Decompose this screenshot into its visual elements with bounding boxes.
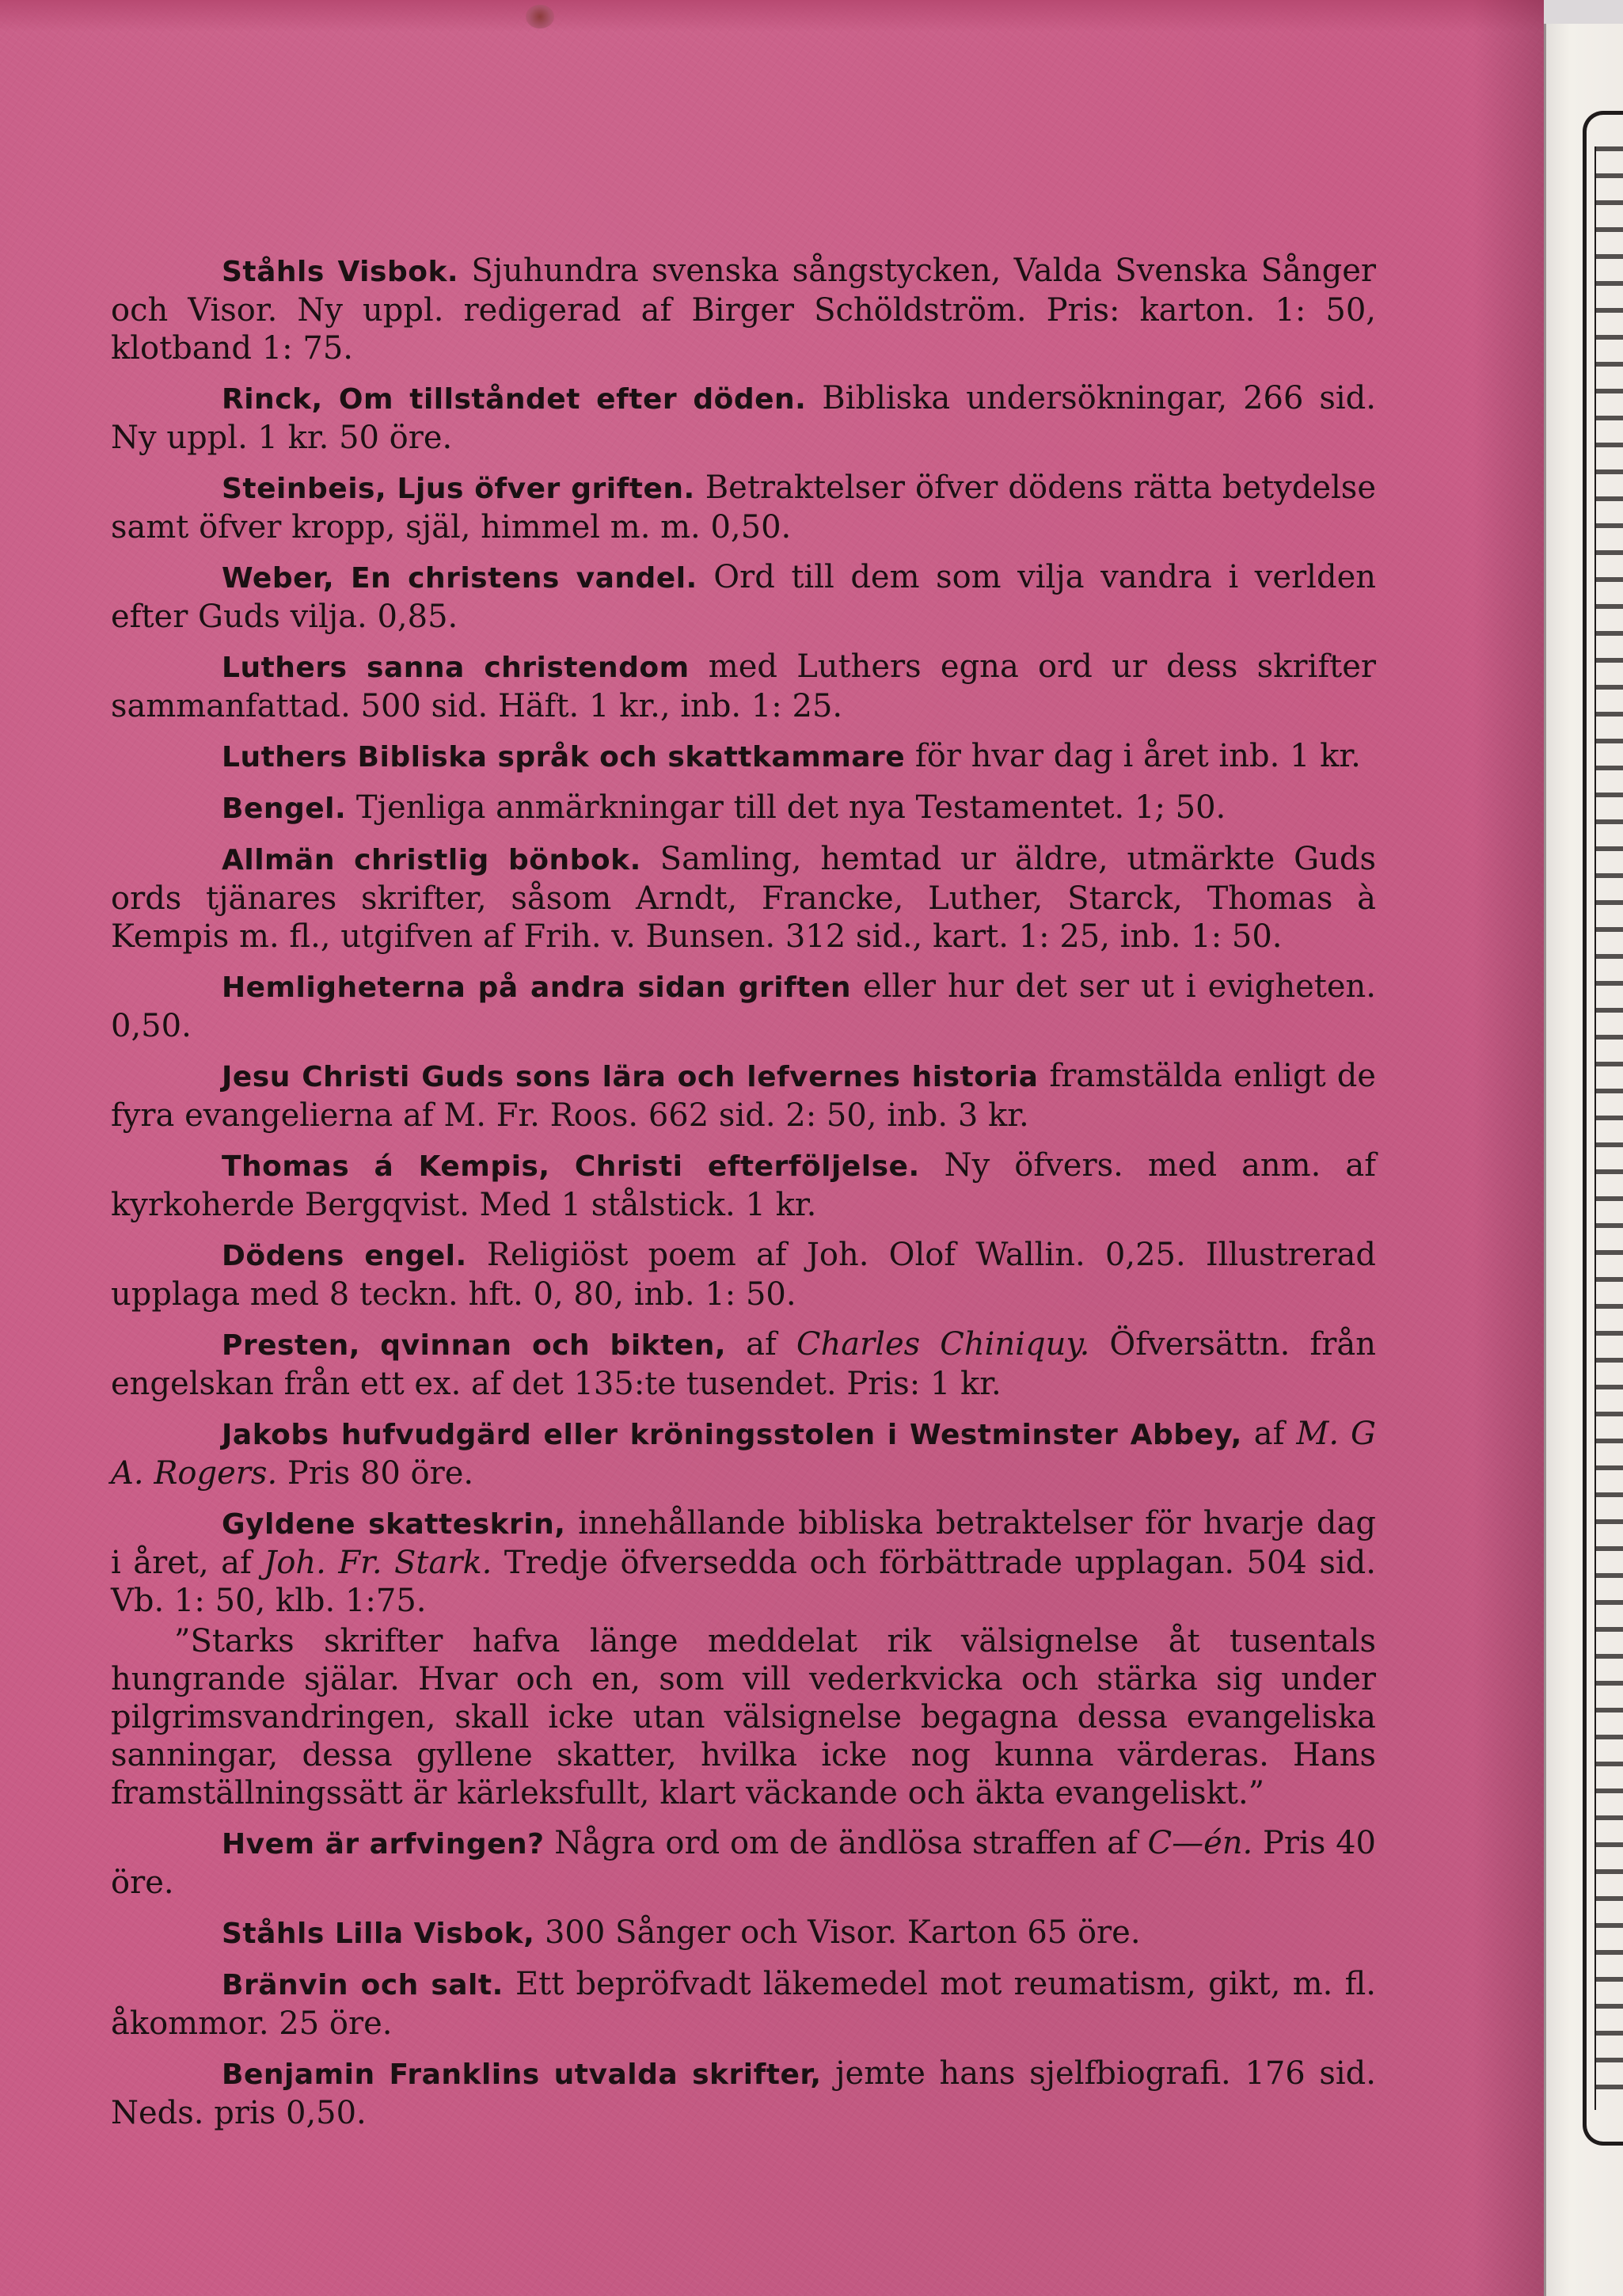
book-entry — [111, 967, 1376, 1045]
entry-description: Bibliska undersökningar, 266 sid. Ny uppl. 1 kr. 50 öre. — [111, 380, 1376, 456]
entry-description: Ett bepröfvadt läkemedel mot reumatism, gikt, m. fl. åkommor. 25 öre. — [111, 1966, 1376, 2042]
adjacent-page-edge — [1544, 24, 1623, 2296]
book-entry — [111, 469, 1376, 546]
quote-paragraph — [111, 1622, 1376, 1812]
entry-description: jemte hans sjelfbiografi. 176 sid. Neds. pris 0,50. — [111, 2055, 1377, 2131]
entry-description: Öfversättn. från engelskan från ett ex. af det 135:te tusendet. Pris: 1 kr. — [111, 1326, 1376, 1402]
book-entry — [111, 1415, 1376, 1492]
entry-description: af — [1241, 1416, 1297, 1452]
book-entry — [111, 648, 1376, 725]
book-entry — [111, 1236, 1376, 1313]
pin-mark — [526, 5, 554, 29]
book-entry — [111, 1057, 1376, 1135]
entry-description: med Luthers egna ord ur dess skrifter sammanfattad. 500 sid. Häft. 1 kr., inb. 1: 25. — [111, 648, 1376, 724]
book-entry — [111, 1965, 1376, 2043]
book-title: Hemligheterna på andra sidan griften — [222, 971, 851, 1004]
book-entry — [111, 1146, 1376, 1224]
book-entry — [111, 1824, 1376, 1902]
entry-description: Religiöst poem af Joh. Olof Wallin. 0,25. Illustrerad upplaga med 8 teckn. hft. 0, 80, inb. 1: 50. — [111, 1237, 1377, 1313]
author-name: C—én. — [1147, 1825, 1253, 1861]
book-title: Ståhls Lilla Visbok, — [222, 1918, 535, 1950]
book-title: Jakobs hufvudgärd eller kröningsstolen i Westminster Abbey, — [222, 1419, 1242, 1451]
entry-description: Pris 40 öre. — [111, 1825, 1376, 1901]
book-title: Bränvin och salt. — [222, 1969, 504, 2001]
entry-description: framstälda enligt de fyra evangelierna af M. Fr. Roos. 662 sid. 2: 50, inb. 3 kr. — [111, 1058, 1376, 1134]
ornamental-border — [1583, 111, 1623, 2146]
book-entry — [111, 379, 1376, 457]
entry-description: Tjenliga anmärkningar till det nya Testamentet. 1; 50. — [346, 789, 1226, 826]
book-entry — [111, 252, 1376, 367]
book-title: Weber, En christens vandel. — [222, 562, 697, 595]
book-title: Benjamin Franklins utvalda skrifter, — [222, 2058, 822, 2091]
book-title: Gyldene skatteskrin, — [222, 1508, 566, 1541]
book-title: Allmän christlig bönbok. — [222, 844, 641, 876]
book-entry — [111, 1325, 1376, 1403]
author-name: Joh. Fr. Stark. — [264, 1545, 492, 1581]
entry-description: af — [726, 1326, 796, 1363]
advertisement-list — [111, 252, 1376, 2144]
book-title: Dödens engel. — [222, 1240, 467, 1272]
author-name: Charles Chiniquy. — [796, 1326, 1090, 1363]
book-entry — [111, 1914, 1376, 1953]
book-title: Thomas á Kempis, Christi efterföljelse. — [222, 1150, 920, 1183]
author-name: M. G A. Rogers. — [111, 1416, 1376, 1492]
book-title: Rinck, Om tillståndet efter döden. — [222, 383, 807, 416]
book-title: Ståhls Visbok. — [222, 256, 459, 288]
entry-description: Tredje öfversedda och förbättrade upplagan. 504 sid. Vb. 1: 50, klb. 1:75. — [111, 1545, 1376, 1619]
entry-description: innehållande bibliska betraktelser för hvarje dag i året, af — [111, 1505, 1376, 1581]
page-gutter-shadow — [1473, 0, 1544, 2296]
book-title: Steinbeis, Ljus öfver griften. — [222, 473, 695, 505]
book-title: Hvem är arfvingen? — [222, 1828, 545, 1861]
book-entry — [111, 840, 1376, 956]
book-title: Luthers sanna christendom — [222, 652, 690, 684]
entry-description: Ny öfvers. med anm. af kyrkoherde Bergqvist. Med 1 stålstick. 1 kr. — [111, 1147, 1377, 1223]
entry-description: Samling, hemtad ur äldre, utmärkte Guds ords tjänares skrifter, såsom Arndt, Francke, Luther, Starck, Thomas à Kempis m. fl., utgifven af Frih. v. Bunsen. 312 sid., kart. 1: 25, inb. 1: 50. — [111, 841, 1376, 955]
entry-description: eller hur det ser ut i evigheten. 0,50. — [111, 968, 1376, 1044]
entry-description: Betraktelser öfver dödens rätta betydelse samt öfver kropp, själ, himmel m. m. 0,50. — [111, 469, 1376, 545]
book-title: Presten, qvinnan och bikten, — [222, 1329, 727, 1362]
page-top-shadow — [0, 0, 1544, 32]
book-title: Jesu Christi Guds sons lära och lefvernes historia — [222, 1061, 1039, 1093]
entry-description: Ord till dem som vilja vandra i verlden efter Guds vilja. 0,85. — [111, 559, 1377, 635]
book-entry — [111, 558, 1376, 636]
entry-description: 300 Sånger och Visor. Karton 65 öre. — [534, 1914, 1141, 1951]
book-entry — [111, 1504, 1376, 1620]
entry-description: Sjuhundra svenska sångstycken, Valda Svenska Sånger och Visor. Ny uppl. redigerad af Birger Schöldström. Pris: karton. 1: 50, klotband 1: 75. — [111, 253, 1376, 367]
book-title: Luthers Bibliska språk och skattkammare — [222, 741, 906, 774]
book-title: Bengel. — [222, 793, 347, 825]
book-entry — [111, 737, 1376, 777]
book-entry — [111, 2055, 1376, 2132]
entry-description: ”Starks skrifter hafva länge meddelat rik välsignelse åt tusentals hungrande själar. Hvar och en, som vill vederkvicka och stärka sig under pilgrimsvandringen, skall icke utan välsignelse begagna dessa evangeliska sanningar, dessa gyllene skatter, hvilka icke nog kunna värderas. Hans framställningssätt är kärleksfullt, klart väckande och äkta evangeliskt.” — [111, 1623, 1376, 1811]
entry-description: Några ord om de ändlösa straffen af — [544, 1825, 1148, 1861]
entry-description: för hvar dag i året inb. 1 kr. — [905, 738, 1361, 774]
book-entry — [111, 789, 1376, 828]
entry-description: Pris 80 öre. — [277, 1455, 474, 1492]
